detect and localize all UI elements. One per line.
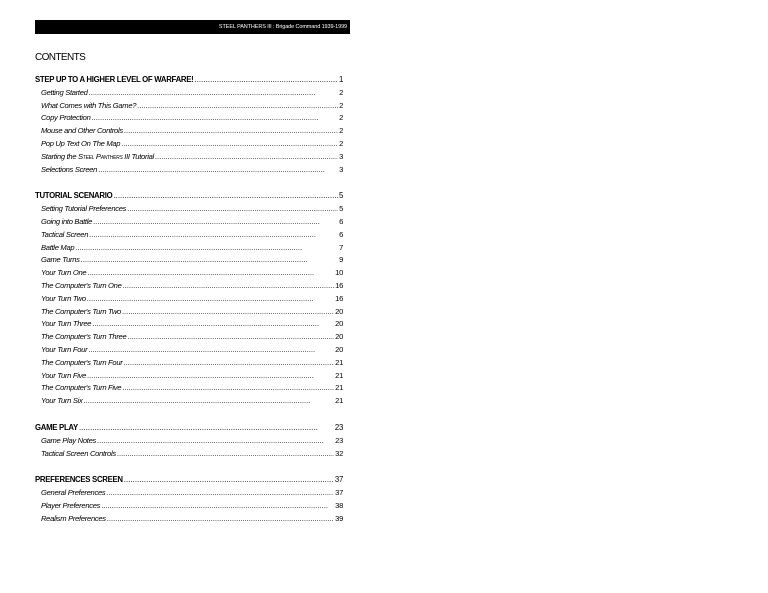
toc-entry[interactable] (35, 88, 343, 101)
running-header: STEEL PANTHERS III : Brigade Command 1939-1999 (35, 20, 350, 34)
leader-dots (87, 268, 334, 277)
leader-dots (97, 436, 334, 445)
leader-dots (87, 294, 334, 303)
toc-heading-label: GAME PLAY (35, 422, 78, 432)
leader-dots (84, 396, 335, 405)
leader-dots (79, 423, 334, 432)
leader-dots (113, 191, 338, 200)
toc-heading[interactable] (35, 475, 343, 488)
toc-entry-label: Battle Map (41, 242, 75, 252)
toc-entry[interactable] (35, 217, 343, 230)
leader-dots (194, 75, 338, 84)
toc-entry-label: The Computer's Turn Five (41, 383, 122, 393)
leader-dots (93, 217, 338, 226)
toc-page-number: 9 (339, 255, 343, 265)
toc-entry[interactable] (35, 165, 343, 178)
toc-section (35, 423, 343, 461)
toc-entry-label: Selections Screen (41, 164, 98, 174)
toc-heading-label: PREFERENCES SCREEN (35, 475, 123, 485)
toc-entry[interactable] (35, 294, 343, 307)
toc-entry[interactable] (35, 101, 343, 114)
leader-dots (124, 126, 338, 135)
leader-dots (98, 165, 338, 174)
toc-page-number: 6 (339, 216, 343, 226)
toc-page-number: 21 (335, 383, 343, 393)
label-prefix: Starting the (41, 151, 79, 161)
toc-page-number: 1 (338, 75, 343, 84)
leader-dots (124, 475, 334, 484)
leader-dots (75, 243, 338, 252)
toc-entry-label: The Computer's Turn Four (41, 357, 123, 367)
toc-entry-label: General Preferences (41, 488, 106, 498)
leader-dots (117, 449, 334, 458)
toc-heading[interactable] (35, 75, 343, 88)
toc-entry[interactable] (35, 152, 343, 165)
toc-entry-label: Going into Battle (41, 216, 93, 226)
toc-page-number: 16 (335, 280, 343, 290)
leader-dots (89, 230, 338, 239)
toc-entry-label: Tactical Screen Controls (41, 448, 116, 458)
toc-heading-label: STEP UP TO A HIGHER LEVEL OF WARFARE! (35, 75, 194, 84)
toc-page-number: 20 (335, 332, 343, 342)
toc-entry[interactable] (35, 514, 343, 527)
leader-dots (88, 345, 334, 354)
toc-page-number: 6 (339, 229, 343, 239)
toc-entry-label: The Computer's Turn Two (41, 306, 121, 316)
toc-page-number: 3 (339, 151, 343, 161)
toc-entry-label: Getting Started (41, 87, 88, 97)
toc-heading[interactable] (35, 191, 343, 204)
toc-page-number: 16 (335, 293, 343, 303)
toc-entry[interactable] (35, 319, 343, 332)
toc-page-number: 2 (339, 138, 343, 148)
toc-entry[interactable] (35, 268, 343, 281)
toc-entry-label: Tactical Screen (41, 229, 89, 239)
toc-entry[interactable] (35, 255, 343, 268)
toc-page-number: 10 (335, 268, 343, 278)
toc-entry-label: Your Turn Four (41, 344, 88, 354)
toc-page-number: 3 (339, 164, 343, 174)
toc-page-number: 23 (334, 422, 343, 432)
toc-section (35, 75, 343, 177)
leader-dots (155, 152, 338, 161)
leader-dots (106, 488, 334, 497)
toc-entry[interactable] (35, 113, 343, 126)
leader-dots (81, 255, 338, 264)
toc-page-number: 2 (339, 113, 343, 123)
toc-entry[interactable] (35, 371, 343, 384)
toc-entry[interactable] (35, 396, 343, 409)
toc-entry-label: Your Turn Five (41, 370, 87, 380)
toc-entry-label: Copy Protection (41, 113, 91, 123)
toc-entry[interactable] (35, 488, 343, 501)
toc-page-number: 20 (335, 306, 343, 316)
toc-entry-label: The Computer's Turn Three (41, 332, 127, 342)
leader-dots (123, 358, 334, 367)
toc-entry-label: The Computer's Turn One (41, 280, 122, 290)
toc-entry-label: Setting Tutorial Preferences (41, 204, 127, 214)
toc-page-number: 39 (335, 513, 343, 523)
page-title: CONTENTS (35, 52, 86, 63)
toc-page-number: 7 (339, 242, 343, 252)
leader-dots (121, 139, 338, 148)
toc-page-number: 38 (335, 500, 343, 510)
toc-page-number: 2 (339, 126, 343, 136)
toc-entry-label: Realism Preferences (41, 513, 106, 523)
toc-entry-label: Player Preferences (41, 500, 101, 510)
toc-page-number: 20 (335, 344, 343, 354)
leader-dots (127, 332, 334, 341)
toc-section (35, 475, 343, 526)
leader-dots (101, 501, 334, 510)
toc-entry[interactable] (35, 230, 343, 243)
toc-entry[interactable] (35, 358, 343, 371)
leader-dots (137, 101, 338, 110)
toc-heading-label: TUTORIAL SCENARIO (35, 191, 113, 201)
toc-entry[interactable] (35, 501, 343, 514)
toc-entry[interactable] (35, 307, 343, 320)
toc-entry[interactable] (35, 449, 343, 462)
toc-entry-label: What Comes with This Game? (41, 100, 137, 110)
toc-entry[interactable] (35, 204, 343, 217)
toc-entry-label: Your Turn One (41, 268, 87, 278)
toc-page-number: 37 (334, 475, 343, 485)
toc-entry[interactable] (35, 243, 343, 256)
leader-dots (122, 383, 334, 392)
toc-page-number: 2 (339, 87, 343, 97)
toc-entry-label: Pop Up Text On The Map (41, 138, 121, 148)
leader-dots (122, 307, 334, 316)
toc-entry-label: Your Turn Two (41, 293, 86, 303)
toc-entry[interactable] (35, 126, 343, 139)
toc-entry[interactable] (35, 345, 343, 358)
leader-dots (107, 514, 334, 523)
toc-page-number: 21 (335, 370, 343, 380)
toc-page-number: 2 (339, 100, 343, 110)
toc-entry[interactable] (35, 383, 343, 396)
leader-dots (92, 319, 334, 328)
table-of-contents (35, 75, 343, 541)
toc-page-number: 20 (335, 319, 343, 329)
toc-page-number: 23 (335, 435, 343, 445)
toc-entry-label: Game Play Notes (41, 435, 97, 445)
toc-entry-label: Mouse and Other Controls (41, 126, 123, 136)
leader-dots (92, 113, 339, 122)
toc-heading[interactable] (35, 423, 343, 436)
toc-page-number: 21 (335, 357, 343, 367)
toc-page-number: 21 (335, 396, 343, 406)
toc-page-number: 32 (335, 448, 343, 458)
leader-dots (89, 88, 338, 97)
toc-entry-label (41, 152, 154, 161)
toc-page-number: 5 (339, 204, 343, 214)
toc-entry-label: Game Turns (41, 255, 80, 265)
toc-page-number: 37 (335, 488, 343, 498)
toc-entry[interactable] (35, 436, 343, 449)
game-name-small-caps: Steel Panthers (78, 151, 123, 161)
toc-entry[interactable] (35, 139, 343, 152)
toc-section (35, 191, 343, 409)
leader-dots (123, 281, 335, 290)
toc-entry[interactable] (35, 332, 343, 345)
toc-page-number: 5 (338, 191, 343, 201)
toc-entry-label: Your Turn Six (41, 396, 83, 406)
toc-entry-label: Your Turn Three (41, 319, 92, 329)
label-suffix: III Tutorial (122, 151, 154, 161)
leader-dots (127, 204, 338, 213)
leader-dots (87, 371, 334, 380)
toc-entry[interactable] (35, 281, 343, 294)
